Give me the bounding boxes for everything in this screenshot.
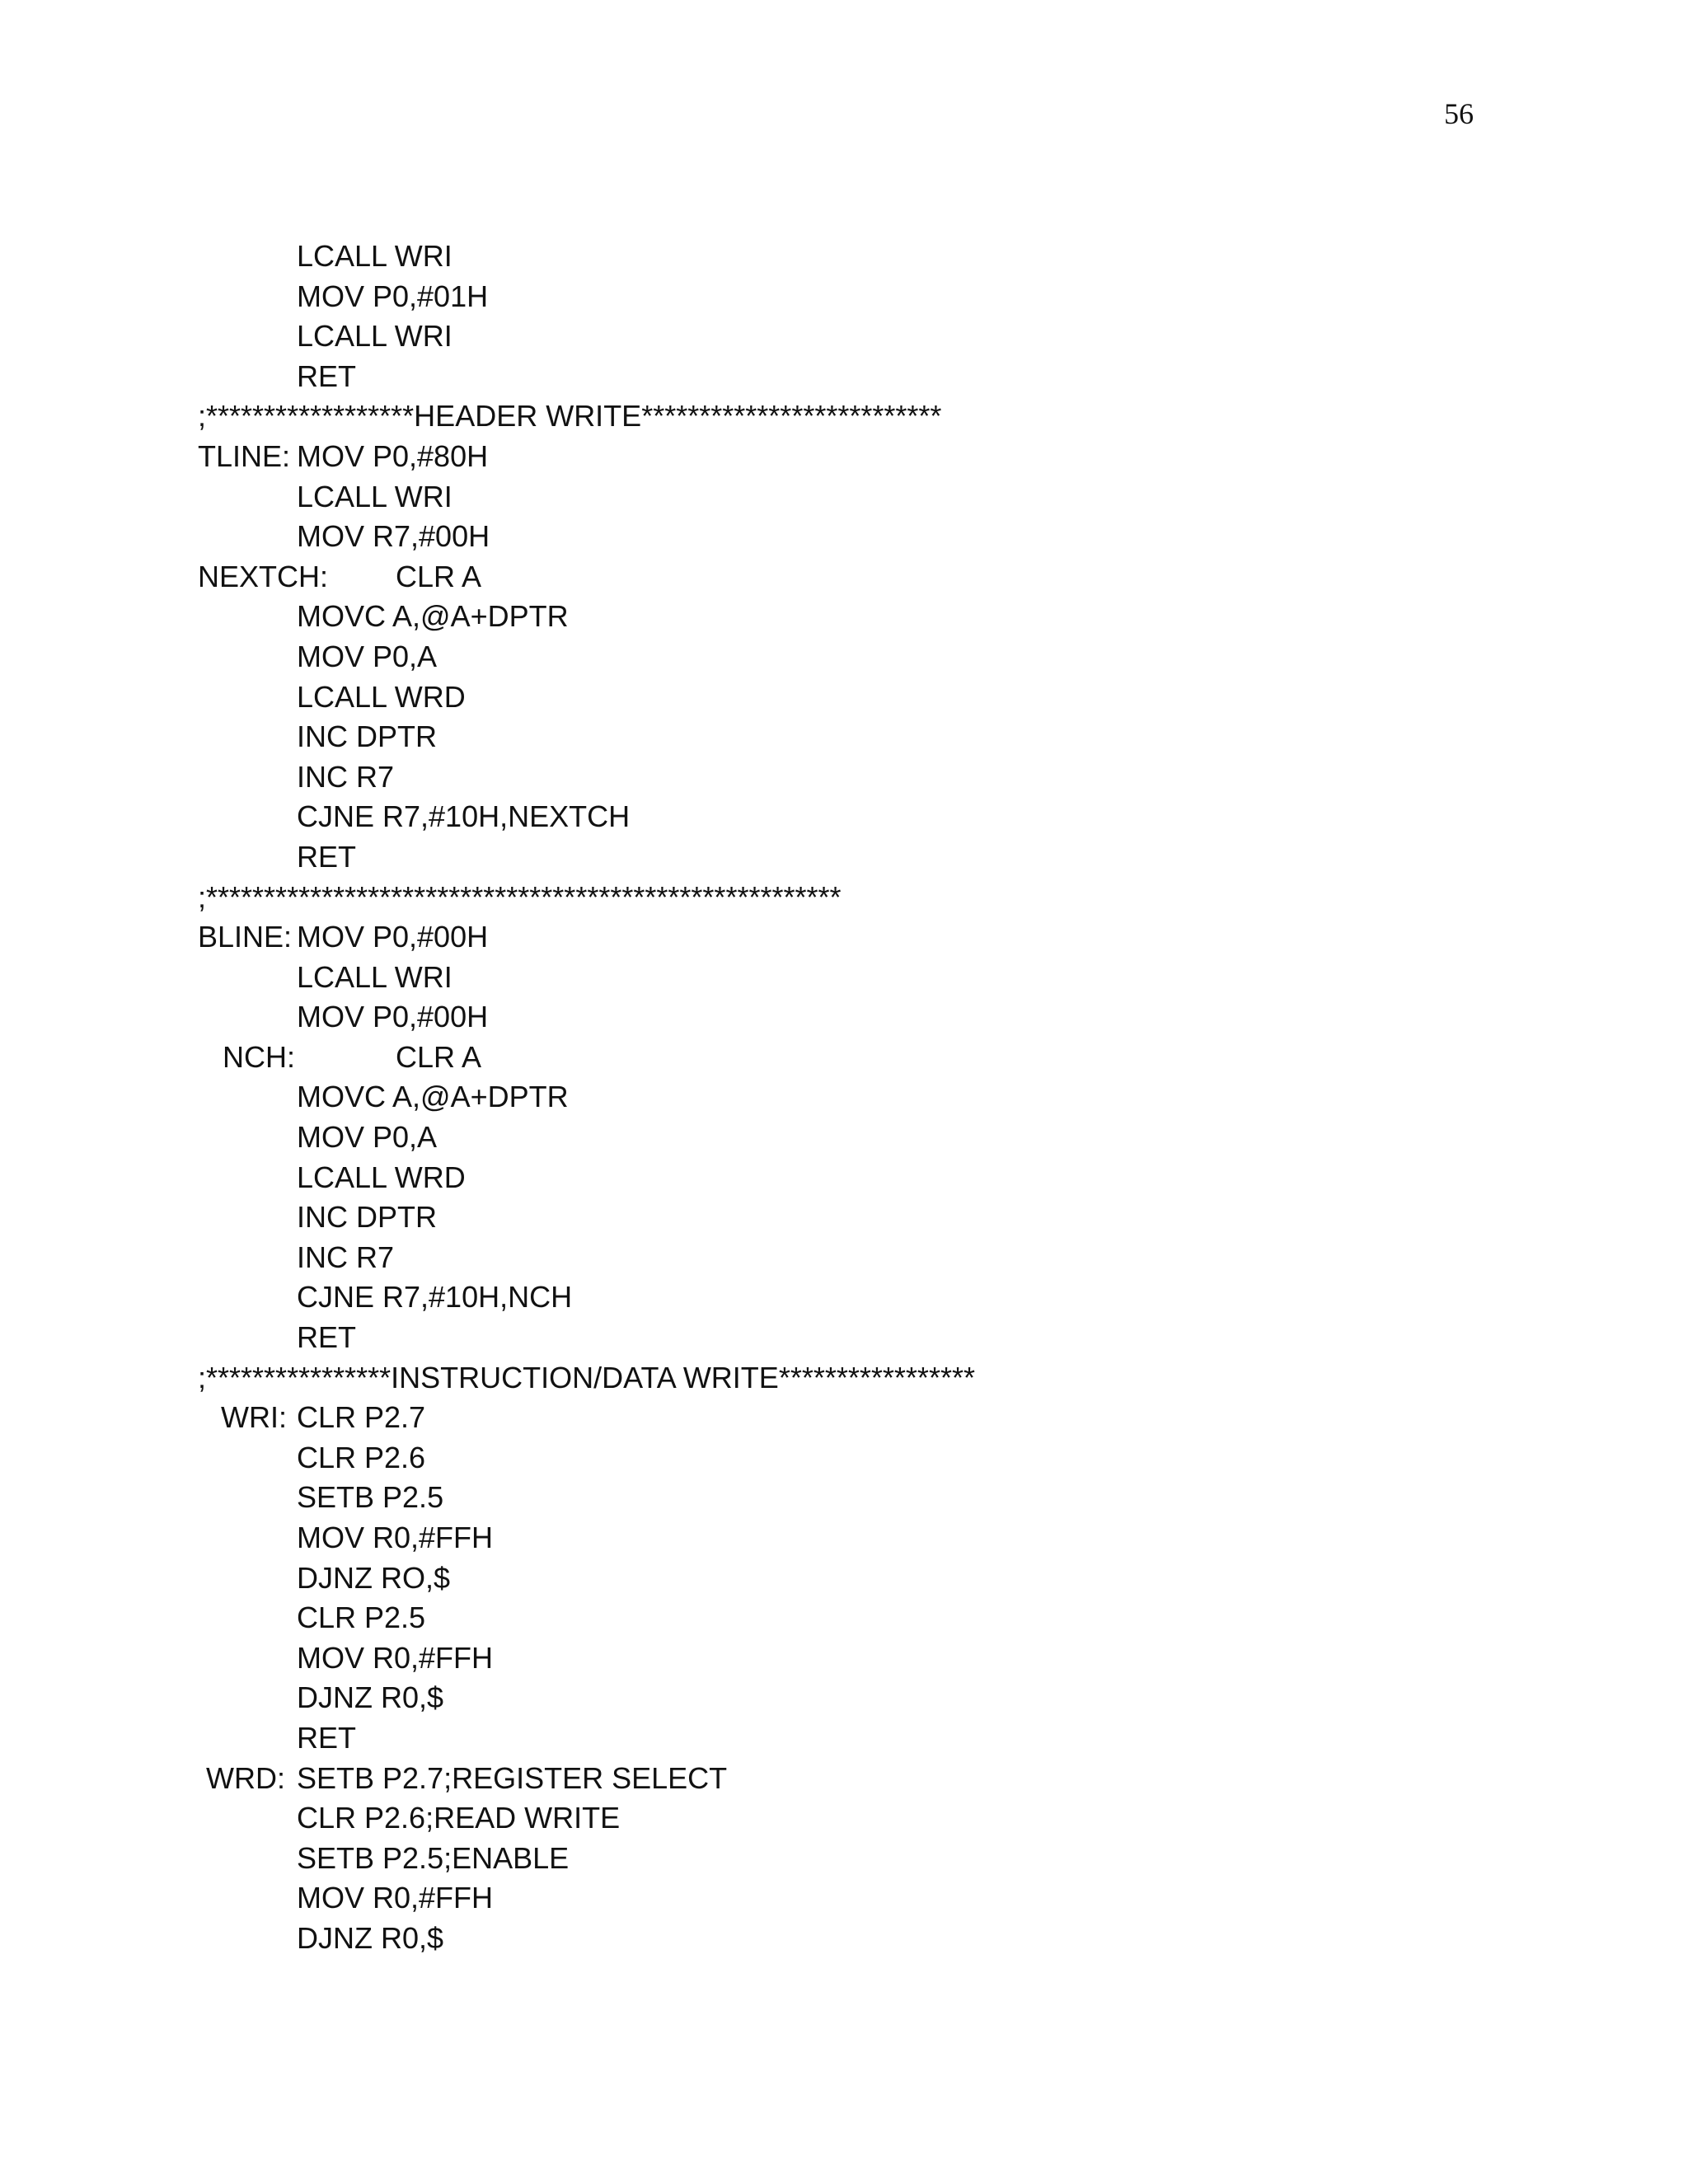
- instruction: CJNE R7,#10H,NCH: [297, 1280, 573, 1315]
- instruction: MOVC A,@A+DPTR: [297, 1080, 569, 1114]
- instruction: CLR P2.5: [297, 1601, 426, 1635]
- code-line: [198, 1038, 1484, 1078]
- instruction: DJNZ R0,$: [297, 1680, 444, 1715]
- instruction: CJNE R7,#10H,NEXTCH: [297, 799, 631, 834]
- code-line: [198, 1077, 1484, 1118]
- instruction: INC DPTR: [297, 719, 437, 754]
- code-line: [198, 917, 1484, 958]
- code-line: [198, 1598, 1484, 1638]
- code-line: [198, 1158, 1484, 1198]
- instruction: DJNZ RO,$: [297, 1560, 451, 1595]
- comment-line: [198, 396, 1484, 437]
- label-bline: BLINE:: [198, 920, 293, 954]
- code-line: [198, 357, 1484, 397]
- code-line: [198, 677, 1484, 718]
- code-line: [198, 717, 1484, 757]
- code-line: [198, 517, 1484, 557]
- instruction: RET: [297, 1320, 356, 1355]
- instruction: MOV P0,#80H: [297, 438, 489, 473]
- instruction: MOV P0,#01H: [297, 279, 489, 313]
- instruction: LCALL WRD: [297, 1160, 466, 1194]
- instruction: MOV R0,#FFH: [297, 1881, 494, 1915]
- code-line: [198, 757, 1484, 798]
- instruction: SETB P2.7;REGISTER SELECT: [297, 1760, 728, 1795]
- instruction: CLR P2.6;READ WRITE: [297, 1801, 621, 1835]
- code-line: [198, 1238, 1484, 1278]
- code-line: [198, 437, 1484, 477]
- assembly-code-listing: [198, 237, 1484, 1959]
- instruction: CLR A: [396, 1039, 482, 1074]
- code-line: [198, 1558, 1484, 1599]
- code-line: [198, 837, 1484, 878]
- instruction: MOV P0,A: [297, 639, 438, 673]
- instruction: MOVC A,@A+DPTR: [297, 599, 569, 634]
- code-line: [198, 1718, 1484, 1759]
- code-line: [198, 797, 1484, 837]
- instruction: LCALL WRI: [297, 319, 452, 354]
- instruction: SETB P2.5: [297, 1480, 444, 1515]
- label-nextch: NEXTCH:: [198, 559, 329, 593]
- code-line: [198, 997, 1484, 1038]
- code-line: [198, 1318, 1484, 1358]
- code-line: [198, 1478, 1484, 1518]
- code-line: [198, 237, 1484, 277]
- instruction: INC R7: [297, 1240, 395, 1274]
- label-tline: TLINE:: [198, 438, 291, 473]
- code-line: [198, 1197, 1484, 1238]
- label-wrd: WRD:: [206, 1760, 285, 1795]
- instruction: CLR A: [396, 559, 482, 593]
- code-line: [198, 1839, 1484, 1879]
- instruction: MOV P0,A: [297, 1120, 438, 1155]
- code-line: [198, 316, 1484, 357]
- code-line: [198, 1798, 1484, 1839]
- code-line: [198, 637, 1484, 677]
- code-line: [198, 958, 1484, 998]
- comment-line: [198, 878, 1484, 918]
- instruction: RET: [297, 839, 356, 874]
- code-line: [198, 277, 1484, 317]
- header-write-comment: ;******************HEADER WRITE**************************: [198, 399, 942, 434]
- code-line: [198, 1118, 1484, 1158]
- instruction: LCALL WRI: [297, 479, 452, 513]
- instruction: CLR P2.7: [297, 1400, 426, 1435]
- instruction: CLR P2.6: [297, 1440, 426, 1474]
- instruction: MOV P0,#00H: [297, 1000, 489, 1034]
- instruction: LCALL WRD: [297, 679, 466, 714]
- instruction: MOV R7,#00H: [297, 519, 490, 554]
- code-line: [198, 1398, 1484, 1438]
- label-nch: NCH:: [223, 1039, 295, 1074]
- instruction: MOV P0,#00H: [297, 920, 489, 954]
- code-line: [198, 597, 1484, 637]
- instruction: MOV R0,#FFH: [297, 1640, 494, 1675]
- instruction: SETB P2.5;ENABLE: [297, 1840, 570, 1875]
- instruction: LCALL WRI: [297, 959, 452, 994]
- label-wri: WRI:: [221, 1400, 287, 1435]
- code-line: [198, 1518, 1484, 1558]
- code-line: [198, 477, 1484, 518]
- code-line: [198, 1759, 1484, 1799]
- code-line: [198, 1678, 1484, 1718]
- instruction-data-write-comment: ;****************INSTRUCTION/DATA WRITE*****************: [198, 1360, 975, 1394]
- page-number: 56: [1444, 97, 1474, 130]
- instruction: RET: [297, 1720, 356, 1755]
- code-line: [198, 557, 1484, 598]
- instruction: INC DPTR: [297, 1200, 437, 1235]
- instruction: LCALL WRI: [297, 239, 452, 273]
- comment-line: [198, 1358, 1484, 1399]
- separator-comment: ;*******************************************************: [198, 879, 842, 914]
- code-line: [198, 1277, 1484, 1318]
- instruction: MOV R0,#FFH: [297, 1521, 494, 1554]
- instruction: INC R7: [297, 759, 395, 794]
- code-line: [198, 1438, 1484, 1479]
- instruction: RET: [297, 359, 356, 393]
- instruction: DJNZ R0,$: [297, 1920, 444, 1955]
- code-line: [198, 1638, 1484, 1679]
- code-line: [198, 1878, 1484, 1919]
- code-line: [198, 1919, 1484, 1959]
